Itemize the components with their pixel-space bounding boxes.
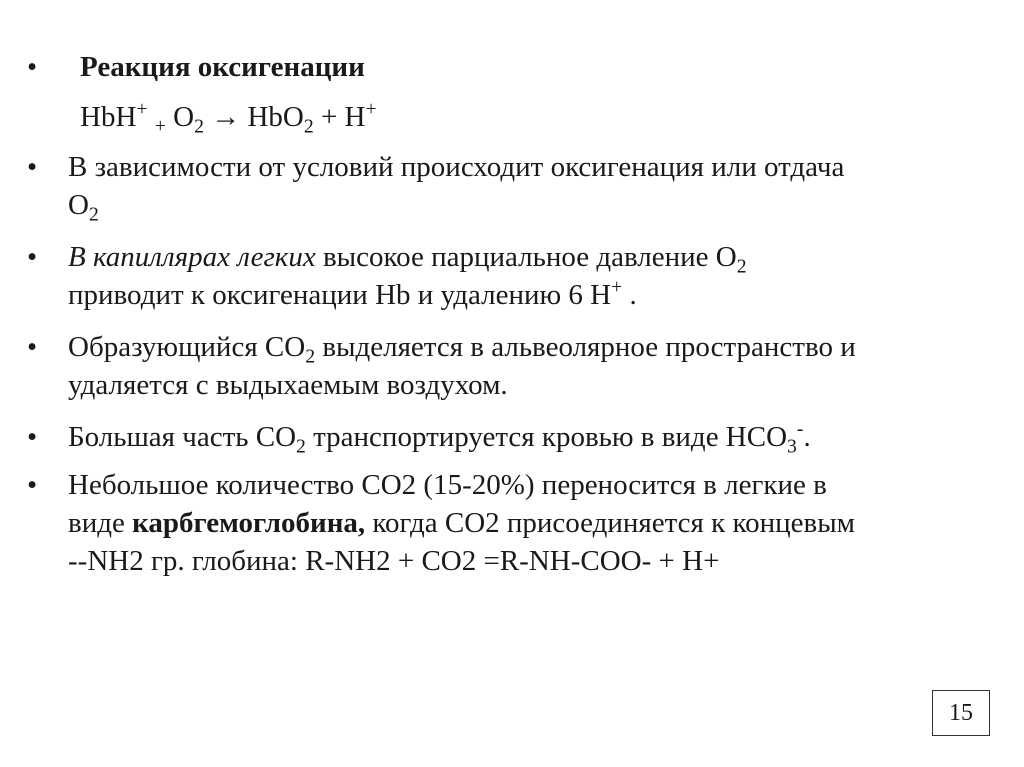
lung-capillaries-text: В капиллярах легких высокое парциальное давление $O_2$ приводит к оксигенации Hb и удалению 6 H+ . [68, 241, 747, 311]
bullet-marker: • [27, 151, 38, 183]
oxygenation-title: Реакция оксигенации [80, 51, 365, 83]
page-number: 15 [932, 690, 990, 736]
bullet-marker: • [27, 331, 38, 363]
bullet-marker: • [27, 241, 38, 273]
bullet-marker: • [27, 51, 38, 83]
slide: • Реакция оксигенации HbH+ $_+$ $O_2 \to HbO_2 + H^+$ • В зависимости от условий происходит оксигенация или отдача $O_2$ • В капиллярах легких высокое парциальное давление $O_2$ приводит к оксигенации Hb и удалению 6 H+ . • Образующийся $CO_2$ выделяется в альвеолярное пространство и удаляется с выдыхаемым воздухом. • Большая часть $CO_2$ транспортируется кровью в виде $HCO_3^-$. • Небольшое количество CO2 (15-20%) переносится в легкие в виде карбгемоглобина, когда CO2 присоединяется к концевым --NH2 гр. глобина: R-NH2 + CO2 =R-NH-COO- + H+ 15 [0, 0, 1024, 767]
conditions-text: В зависимости от условий происходит оксигенация или отдача $O_2$ [68, 151, 845, 226]
co2-release-text: Образующийся $CO_2$ выделяется в альвеолярное пространство и удаляется с выдыхаемым воздухом. [68, 331, 856, 401]
carbhemoglobin-text: Небольшое количество CO2 (15-20%) переносится в легкие в виде карбгемоглобина, когда CO2 присоединяется к концевым --NH2 гр. глобина: R-NH2 + CO2 =R-NH-COO- + H+ [68, 469, 856, 577]
bullet-marker: • [27, 421, 38, 453]
bullet-marker: • [27, 469, 38, 501]
co2-transport-text: Большая часть $CO_2$ транспортируется кровью в виде $HCO_3^-$. [68, 418, 811, 458]
